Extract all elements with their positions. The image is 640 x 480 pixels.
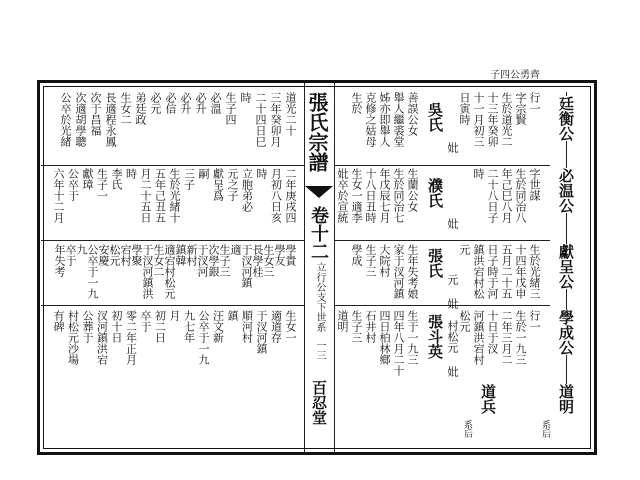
left-mid-col: 六年十二月 [52, 168, 65, 223]
left-upper-col: 必信 [164, 92, 177, 114]
left-lower-col: 適宕村松元 [163, 244, 176, 299]
wife-name-3: 張氏 [426, 248, 444, 278]
left-bottom-col: 零二年正月 [124, 310, 138, 365]
left-bottom-col: 初二日 [153, 310, 167, 343]
lineage-name-1: 廷衡公 [557, 96, 575, 141]
row-divider-right-2 [335, 240, 550, 241]
row-divider-right-1 [335, 165, 550, 166]
left-lower-col: 次學銀 [207, 244, 220, 277]
left-mid-col: 獻璋 [81, 168, 94, 190]
left-upper-col: 三年癸卯月 [269, 92, 282, 147]
left-lower-col: 安慶 [97, 244, 110, 266]
left-mid-col: 月初八日亥 [269, 168, 283, 223]
row-divider-left-3 [41, 305, 304, 306]
left-upper-col: 長適程永鳳 [104, 92, 117, 147]
row-1-right: 行一 字宗賢 生於道光二 十三年癸卯 十一月初三 日寅時 妣 吳氏 善誤公女 舉人繼裘堂 姊亦即舉人 克修之姑母 生於 [350, 92, 541, 153]
row-divider-left-1 [41, 165, 304, 166]
left-mid-col: 公卒于 [66, 168, 80, 201]
left-mid-col: 月二十五日 [139, 168, 152, 223]
left-lower-col: 生女二 [152, 244, 165, 277]
left-lower-col: 年失考 [53, 244, 66, 277]
left-upper-col: 必元 [149, 92, 162, 114]
left-lower-col: 長學桂 [251, 244, 264, 277]
left-bottom-col: 汪文新 [211, 310, 225, 343]
descendant-name-1: 道明 [557, 384, 575, 414]
left-upper-col: 次于昌福 [89, 92, 102, 136]
left-upper-col: 必溫 [209, 92, 222, 114]
left-mid-col: 五年己丑五 [153, 168, 167, 223]
page-number: 一三 [314, 340, 325, 360]
left-lower-col: 適 [229, 244, 242, 255]
row-3-right: 生於光緒三 十四年戊申 五月二十五 日子時于河 鎮洪宕村松 元 元 妣 張氏 生年失考娘 家于汊河鎮 大院村 生子三 學成 [350, 244, 541, 309]
left-bottom-col: 適道存 [269, 310, 283, 343]
branch-label: 立行公支下世系 [314, 262, 325, 332]
left-upper-col: 時 [239, 92, 252, 103]
volume-label: 卷十二 [308, 206, 329, 260]
left-bottom-col: 卒于 [139, 310, 152, 332]
lineage-name-3: 獻呈公 [557, 244, 575, 289]
left-lower-col: 松元 [108, 244, 121, 266]
left-mid-col: 元之子 [226, 168, 239, 201]
left-lower-col: 于汊河鎮洪 [141, 244, 154, 299]
left-upper-col: 道光二十 [284, 92, 297, 136]
left-lower-col: 新村 [185, 244, 198, 266]
row-divider-right-3 [335, 305, 550, 306]
left-bottom-col: 順河村 [240, 310, 254, 343]
left-lower-col: 于汊河 [196, 244, 209, 277]
left-lower-col: 公卒于一九 [86, 244, 99, 299]
left-bottom-col: 鎮 [226, 310, 239, 321]
fishtail-top [305, 186, 333, 198]
wife-name-2: 濮氏 [426, 178, 444, 208]
left-lower-col: 九 [75, 244, 88, 255]
left-lower-col: 生女三 [262, 244, 275, 277]
left-bottom-col: 公葬于 [81, 310, 94, 343]
row-2-right: 字世謀 生於同治八 年己巳八月 二十八日子 時 妣 濮氏 生蘭公女 生於同治七 年戊辰七月 十八日丑時 生女一適李 妣卒於宣統 [336, 168, 541, 229]
lineage-name-2: 必温公 [557, 168, 575, 213]
left-bottom-col: 公卒于一九 [197, 310, 210, 365]
descendant-note-2: 系后 [462, 420, 472, 438]
hall-name: 百忍堂 [310, 380, 328, 425]
left-mid-col: 嗣 [197, 168, 210, 179]
row-2-left [48, 168, 298, 238]
row-4-left [48, 310, 298, 440]
lineage-name-4: 學成公 [557, 310, 575, 355]
left-lower-col: 宕村 [119, 244, 132, 266]
left-bottom-col: 生女一 [284, 310, 297, 343]
left-mid-col: 生於光緒十 [168, 168, 181, 223]
left-lower-col: 學聚 [130, 244, 143, 266]
row-4-right: 行一 生於一九三 二年三月二 十日于汊 河鎮洪宕村 松元 村松元 妣 張斗英 生于一九三 四年八月二十 四日柏林鄉 石井村 生子三 道明 [336, 310, 541, 377]
left-lower-col: 學友 [273, 244, 286, 266]
left-upper-col: 二十四日巳 [254, 92, 267, 147]
left-upper-col: 生女二 [119, 92, 132, 125]
left-lower-col: 于汊河鎮 [240, 244, 253, 288]
left-upper-col: 必升 [194, 92, 207, 114]
left-bottom-col: 汊河鎮洪宕 [95, 310, 109, 365]
left-bottom-col: 有碑 [52, 310, 65, 332]
descendant-note-1: 系后 [540, 420, 550, 438]
left-mid-col: 時 [255, 168, 268, 179]
left-upper-col: 次適胡學聰 [74, 92, 87, 147]
wife-name-4: 張斗英 [426, 314, 444, 359]
left-lower-col: 生子三 [218, 244, 231, 277]
left-upper-col: 弟廷政 [134, 92, 147, 125]
wife-name-1: 吳氏 [426, 102, 444, 132]
row-divider-left-2 [41, 240, 304, 241]
left-mid-col: 三子 [182, 168, 196, 190]
left-lower-col: 鎮韓 [174, 244, 187, 266]
row-1-left [48, 92, 298, 162]
left-upper-col: 生子四 [224, 92, 237, 125]
left-mid-col: 立胞弟必 [240, 168, 254, 212]
descendant-name-2: 道兵 [479, 384, 497, 414]
genealogy-title: 張氏宗譜 [305, 92, 329, 172]
left-lower-col: 學貴 [284, 244, 297, 266]
left-mid-col: 獻呈爲 [211, 168, 225, 201]
spine-right-border [334, 83, 335, 453]
left-bottom-col: 九七年 [182, 310, 196, 343]
left-upper-col: 公卒於光緒 [59, 92, 72, 147]
left-upper-col: 必升 [179, 92, 192, 114]
left-lower-col: 卒于 [64, 244, 77, 266]
generation-tag: 子四公勇齊 [490, 70, 540, 81]
left-mid-col: 生子一 [95, 168, 109, 201]
row-3-left [48, 244, 298, 304]
left-bottom-col: 初十日 [110, 310, 123, 343]
left-mid-col: 李氏 [110, 168, 123, 190]
left-mid-col: 二年庚戌四 [284, 168, 297, 223]
left-mid-col: 時 [124, 168, 138, 179]
left-bottom-col: 于汊河鎮 [255, 310, 268, 354]
left-bottom-col: 月 [168, 310, 181, 321]
left-bottom-col: 村松元沙場 [66, 310, 80, 365]
